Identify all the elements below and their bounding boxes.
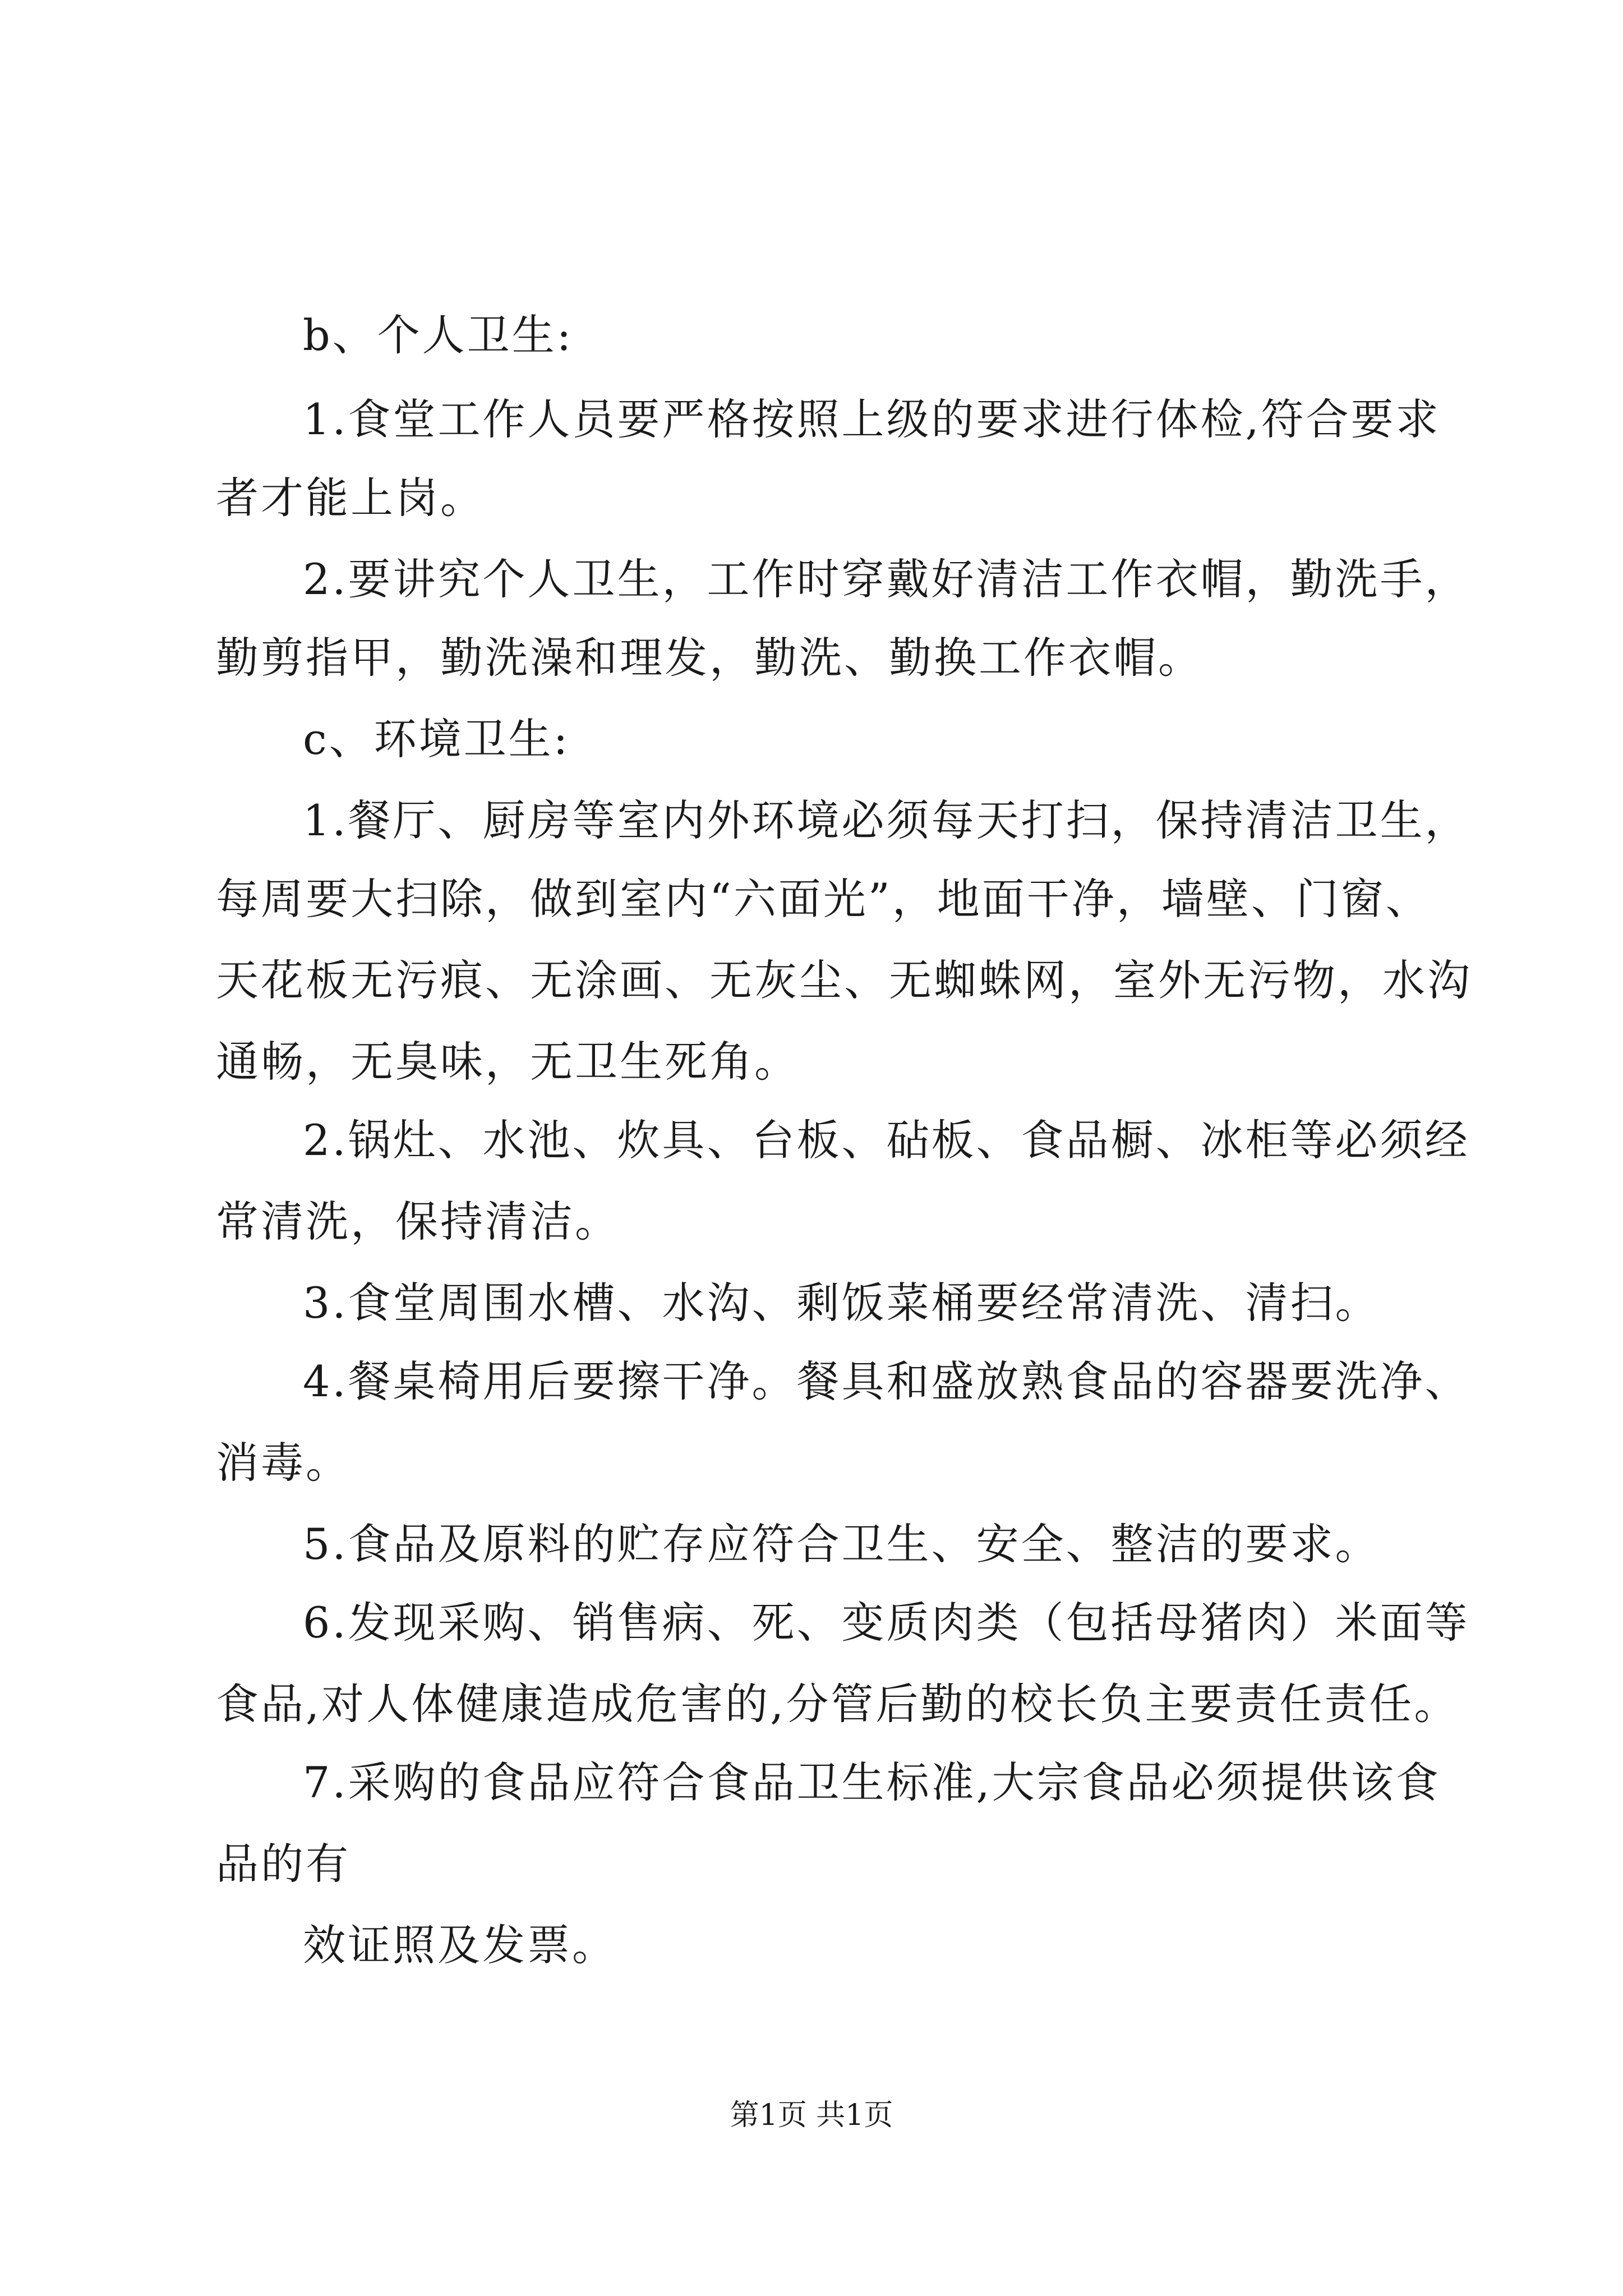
paragraph-line: 6.发现采购、销售病、死、变质肉类（包括母猪肉）米面等	[303, 1598, 1470, 1648]
paragraph-line: 2.锅灶、水池、炊具、台板、砧板、食品橱、冰柜等必须经	[303, 1115, 1470, 1165]
paragraph-line: 3.食堂周围水槽、水沟、剩饭菜桶要经常清洗、清扫。	[303, 1278, 1380, 1328]
paragraph-line: 品的有	[216, 1839, 351, 1889]
section-heading-personal-hygiene: b、个人卫生:	[303, 310, 574, 360]
paragraph-line: 4.餐桌椅用后要擦干净。餐具和盛放熟食品的容器要洗净、	[303, 1356, 1470, 1406]
paragraph-line: 常清洗，保持清洁。	[216, 1197, 620, 1246]
paragraph-line: 食品,对人体健康造成危害的,分管后勤的校长负主要责任责任。	[216, 1679, 1459, 1729]
paragraph-line: 5.食品及原料的贮存应符合卫生、安全、整洁的要求。	[303, 1519, 1380, 1569]
paragraph-line: 效证照及发票。	[303, 1920, 617, 1970]
page-number-footer: 第1页 共1页	[730, 2099, 893, 2132]
paragraph-line: 每周要大扫除，做到室内“六面光”，地面干净，墙壁、门窗、	[216, 874, 1431, 924]
paragraph-line: 天花板无污痕、无涂画、无灰尘、无蜘蛛网，室外无污物，水沟	[216, 955, 1472, 1005]
section-heading-environment-hygiene: c、环境卫生:	[303, 714, 570, 764]
paragraph-line: 消毒。	[216, 1438, 351, 1488]
paragraph-line: 1.食堂工作人员要严格按照上级的要求进行体检,符合要求	[303, 394, 1441, 444]
paragraph-line: 勤剪指甲，勤洗澡和理发，勤洗、勤换工作衣帽。	[216, 633, 1203, 683]
paragraph-line: 2.要讲究个人卫生，工作时穿戴好清洁工作衣帽，勤洗手，	[303, 554, 1470, 604]
paragraph-line: 者才能上岗。	[216, 473, 485, 523]
paragraph-line: 通畅，无臭味，无卫生死角。	[216, 1037, 799, 1087]
paragraph-line: 1.餐厅、厨房等室内外环境必须每天打扫，保持清洁卫生，	[303, 795, 1470, 845]
paragraph-line: 7.采购的食品应符合食品卫生标准,大宗食品必须提供该食	[303, 1757, 1441, 1807]
